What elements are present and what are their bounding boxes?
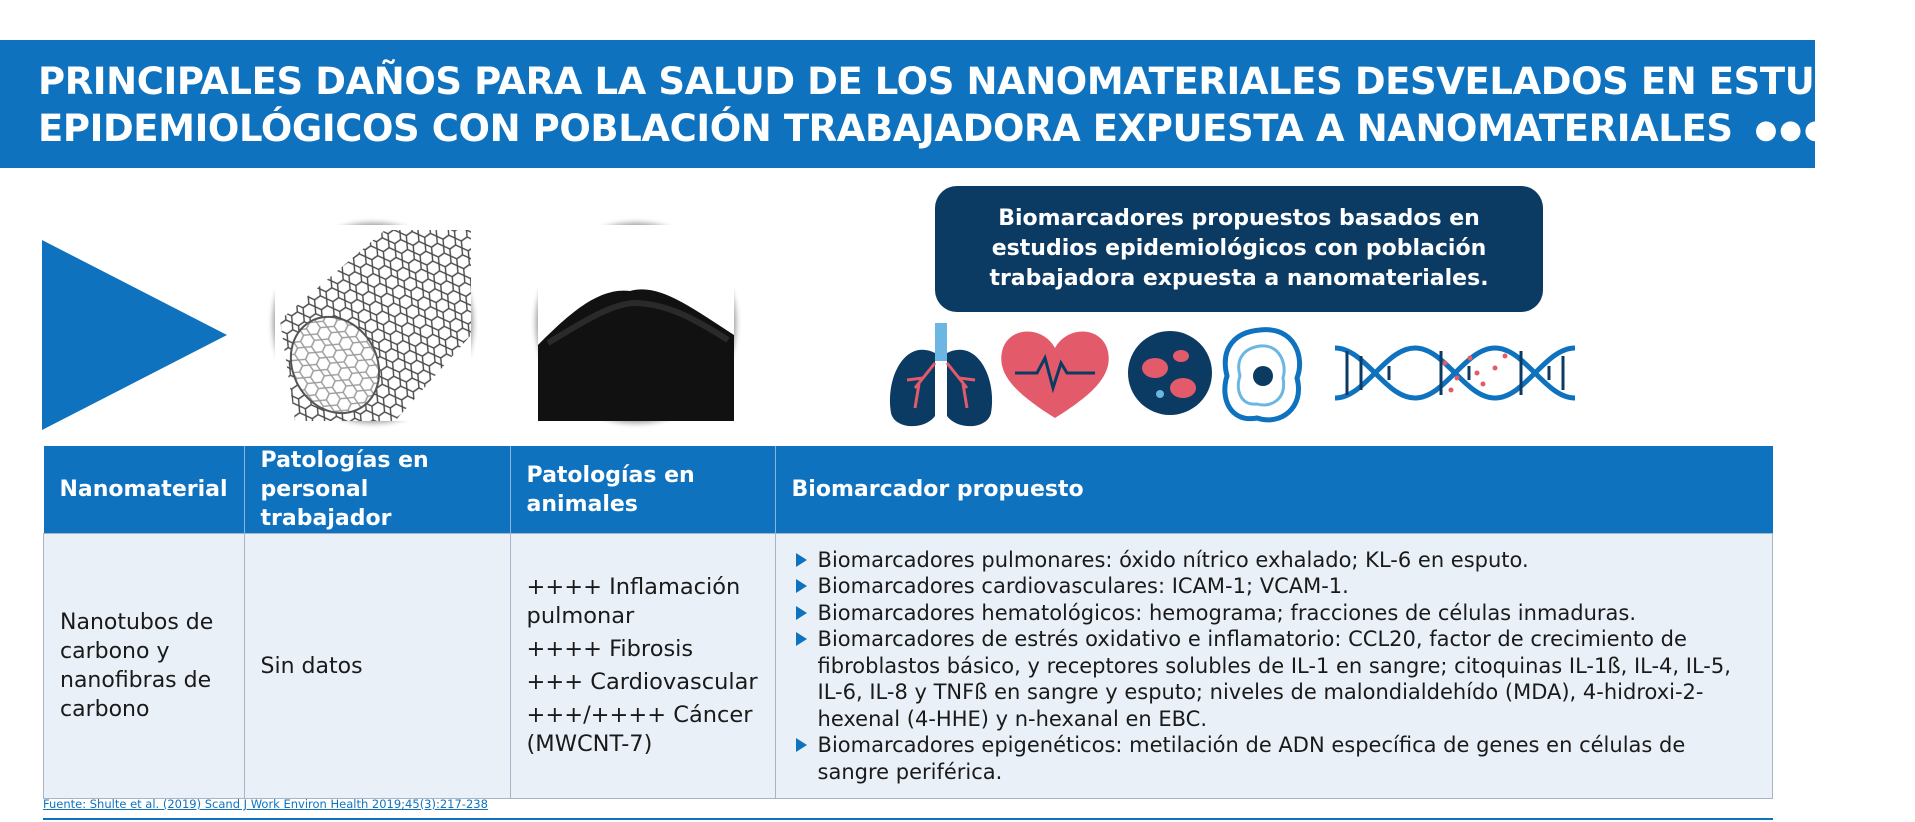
- source-link[interactable]: Fuente: Shulte et al. (2019) Scand J Work Environ Health 2019;45(3):217-238: [43, 797, 488, 811]
- col-nanomaterial-header: Nanomaterial: [44, 446, 245, 534]
- title-line-1: PRINCIPALES DAÑOS PARA LA SALUD DE LOS NANOMATERIALES DESVELADOS EN ESTUDIOS: [38, 60, 1915, 103]
- health-icons-row: [885, 318, 1595, 433]
- black-powder-image: [538, 225, 734, 421]
- cell-icon: [1225, 330, 1300, 420]
- page-title: [38, 58, 1915, 154]
- biomarker-callout: [935, 186, 1543, 312]
- animal-pathology-item: +++ Cardiovascular: [526, 669, 758, 695]
- biomarker-item: Biomarcadores de estrés oxidativo e inflamatorio: CCL20, factor de crecimiento de fibroblastos básico, y receptores solubles de IL-1 en sangre; citoquinas IL-1ß, IL-4, IL-5, IL-6, IL-8 y TNFß en sangre y esputo; niveles de malondialdehído (MDA), 4-hidroxi-2-hexenal (4-HHE) y n-hexanal en EBC.: [792, 626, 1756, 732]
- bottom-divider: [43, 818, 1773, 820]
- table-row: [44, 534, 1773, 799]
- lungs-icon: [890, 323, 992, 426]
- table-header-row: [44, 446, 1773, 534]
- callout-text: Biomarcadores propuestos basados en estudios epidemiológicos con población trabajadora expuesta a nanomateriales.: [989, 206, 1489, 291]
- animal-pathology-item: ++++ Fibrosis: [526, 636, 694, 662]
- title-line-2: EPIDEMIOLÓGICOS CON POBLACIÓN TRABAJADORA EXPUESTA A NANOMATERIALES ●●●●●●: [38, 107, 1903, 150]
- dna-icon: [1335, 348, 1575, 398]
- animal-pathology-item: +++/++++ Cáncer (MWCNT-7): [526, 702, 753, 757]
- biomarker-item: Biomarcadores pulmonares: óxido nítrico exhalado; KL-6 en esputo.: [792, 547, 1756, 574]
- cell-animals: [510, 534, 775, 799]
- header-banner: [0, 40, 1915, 168]
- cell-nanomaterial: Nanotubos de carbono y nanofibras de carbono: [44, 534, 245, 799]
- heart-icon: [1001, 332, 1108, 419]
- animal-pathology-item: ++++ Inflamación pulmonar: [526, 574, 741, 629]
- col-animals-header: Patologías en animales: [510, 446, 775, 534]
- cell-biomarkers: [775, 534, 1772, 799]
- blood-cells-icon: [1128, 331, 1212, 415]
- play-triangle-icon: [42, 240, 227, 430]
- biomarker-item: Biomarcadores cardiovasculares: ICAM-1; VCAM-1.: [792, 573, 1756, 600]
- cell-workers: Sin datos: [244, 534, 510, 799]
- col-biomarker-header: Biomarcador propuesto: [775, 446, 1772, 534]
- col-workers-header: Patologías en personal trabajador: [244, 446, 510, 534]
- carbon-nanotube-image: [275, 225, 471, 421]
- nanomaterials-table: [43, 446, 1773, 799]
- biomarker-list: [792, 547, 1756, 786]
- decorative-dots: ●●●●●●: [1754, 115, 1903, 145]
- biomarker-item: Biomarcadores hematológicos: hemograma; fracciones de células inmaduras.: [792, 600, 1756, 627]
- biomarker-item: Biomarcadores epigenéticos: metilación de ADN específica de genes en células de sangre periférica.: [792, 732, 1756, 785]
